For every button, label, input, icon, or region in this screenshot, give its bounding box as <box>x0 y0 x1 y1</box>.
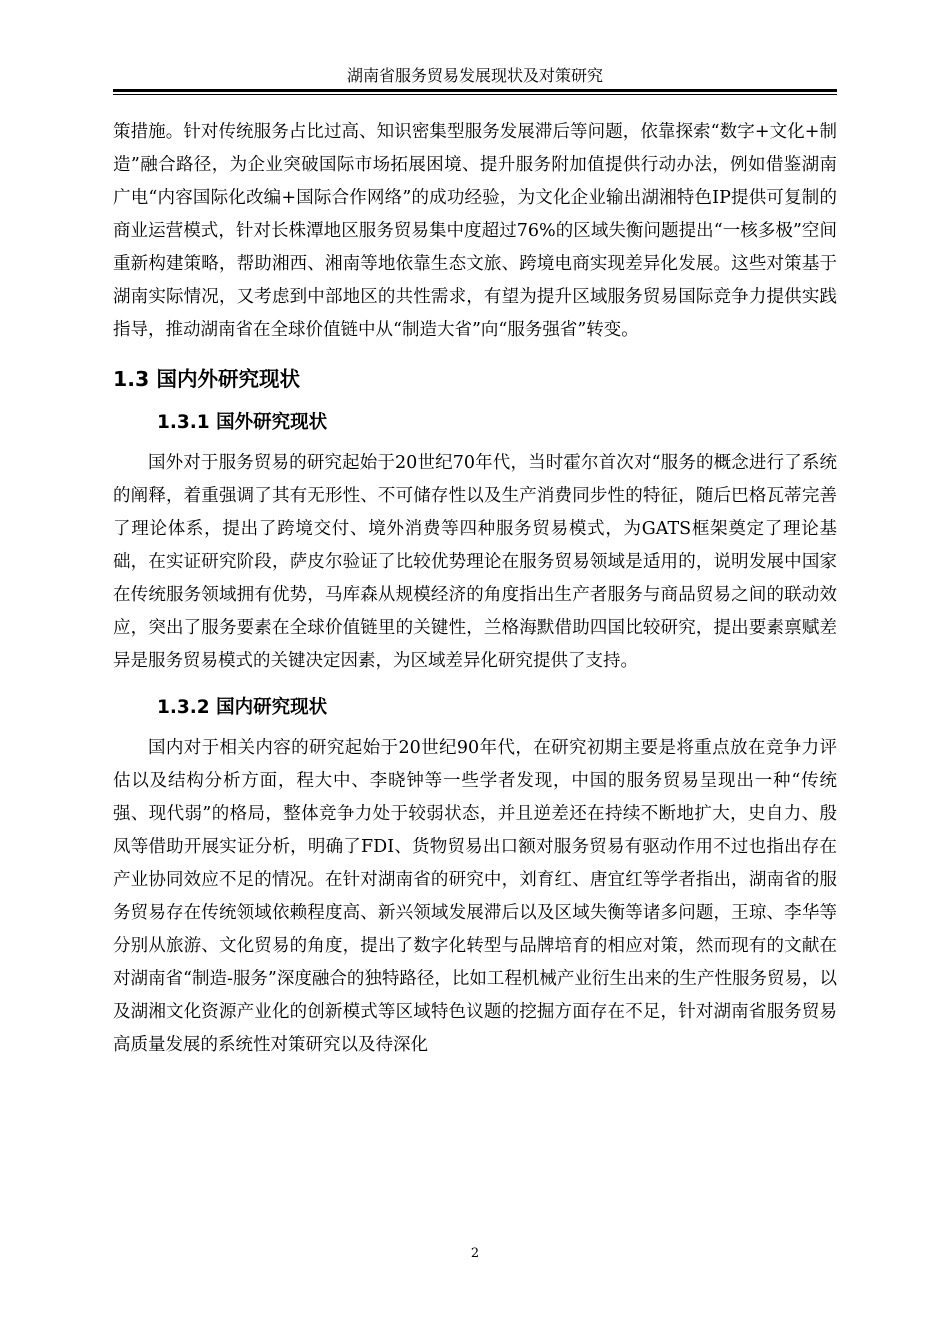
header-rule-thick <box>113 89 837 92</box>
foreign-research-paragraph: 国外对于服务贸易的研究起始于20世纪70年代，当时霍尔首次对“服务的概念进行了系统的阐释，着重强调了其有无形性、不可储存性以及生产消费同步性的特征，随后巴格瓦蒂完善了理论体系，提出了跨境交付、境外消费等四种服务贸易模式，为GATS框架奠定了理论基础，在实证研究阶段，萨皮尔验证了比较优势理论在服务贸易领域是适用的，说明发展中国家在传统服务领域拥有优势，马库森从规模经济的角度指出生产者服务与商品贸易之间的联动效应，突出了服务要素在全球价值链里的关键性，兰格海默借助四国比较研究，提出要素禀赋差异是服务贸易模式的关键决定因素，为区域差异化研究提供了支持。 <box>113 453 837 671</box>
subsection-heading-foreign: 1.3.1 国外研究现状 <box>157 412 328 433</box>
domestic-research-paragraph: 国内对于相关内容的研究起始于20世纪90年代，在研究初期主要是将重点放在竞争力评估以及结构分析方面，程大中、李晓钟等一些学者发现，中国的服务贸易呈现出一种“传统强、现代弱”的格局，整体竞争力处于较弱状态，并且逆差还在持续不断地扩大，史自力、殷凤等借助开展实证分析，明确了FDI、货物贸易出口额对服务贸易有驱动作用不过也指出存在产业协同效应不足的情况。在针对湖南省的研究中，刘育红、唐宜红等学者指出，湖南省的服务贸易存在传统领域依赖程度高、新兴领域发展滞后以及区域失衡等诸多问题，王琼、李华等分别从旅游、文化贸易的角度，提出了数字化转型与品牌培育的相应对策，然而现有的文献在对湖南省“制造-服务”深度融合的独特路径，比如工程机械产业衍生出来的生产性服务贸易，以及湖湘文化资源产业化的创新模式等区域特色议题的挖掘方面存在不足，针对湖南省服务贸易高质量发展的系统性对策研究以及待深化 <box>113 738 837 1055</box>
intro-paragraph: 策措施。针对传统服务占比过高、知识密集型服务发展滞后等问题，依靠探索“数字+文化+制造”融合路径，为企业突破国际市场拓展困境、提升服务附加值提供行动办法，例如借鉴湖南广电“内容国际化改编+国际合作网络”的成功经验，为文化企业输出湖湘特色IP提供可复制的商业运营模式，针对长株潭地区服务贸易集中度超过76%的区域失衡问题提出“一核多极”空间重新构建策略，帮助湘西、湘南等地依靠生态文旅、跨境电商实现差异化发展。这些对策基于湖南实际情况，又考虑到中部地区的共性需求，有望为提升区域服务贸易国际竞争力提供实践指导，推动湖南省在全球价值链中从“制造大省”向“服务强省”转变。 <box>113 122 837 340</box>
page-number: 2 <box>470 1246 480 1261</box>
section-heading: 1.3 国内外研究现状 <box>113 367 300 391</box>
header-rule-thin <box>113 94 837 95</box>
running-header: 湖南省服务贸易发展现状及对策研究 <box>346 66 603 85</box>
subsection-heading-domestic: 1.3.2 国内研究现状 <box>157 697 328 718</box>
page-body <box>113 116 837 1062</box>
